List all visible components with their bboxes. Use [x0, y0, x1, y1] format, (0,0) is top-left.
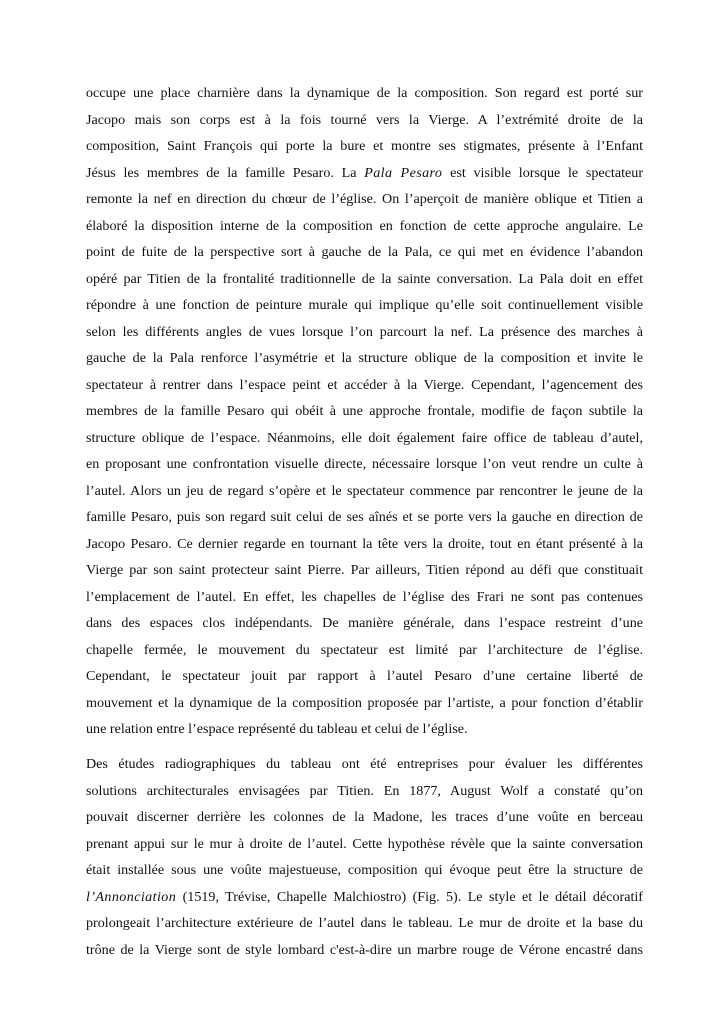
text-line: Des études radiographiques du tableau ont été entreprises pour évaluer les différentes [86, 756, 643, 772]
text-line: prolongeait l’architecture extérieure de l’autel dans le tableau. Le mur de droite et la base du [86, 915, 643, 931]
paragraph-2 [86, 751, 643, 963]
text-line: solutions architecturales envisagées par Titien. En 1877, August Wolf a constaté qu’on [86, 782, 643, 799]
artwork-title: l’Annonciation [86, 888, 177, 905]
paragraph-spacer [86, 743, 643, 752]
text-line: trône de la Vierge sont de style lombard c'est-à-dire un marbre rouge de Vérone encastré dans [86, 941, 643, 958]
text-line: spectateur à rentrer dans l’espace peint et accéder à la Vierge. Cependant, l’agencement des [86, 376, 643, 393]
text-line: composition, Saint François qui porte la bure et montre ses stigmates, présente à l’Enfant [86, 138, 643, 154]
artwork-title: Pala Pesaro [364, 164, 443, 181]
text-line [86, 160, 643, 187]
text-line: Jacopo mais son corps est à la fois tourné vers la Vierge. A l’extrémité droite de la [86, 111, 643, 128]
text-line: dans des espaces clos indépendants. De manière générale, dans l’espace restreint d’une [86, 615, 643, 631]
text-line: prenant appui sur le mur à droite de l’autel. Cette hypothèse révèle que la sainte conversation [86, 835, 643, 852]
text-run: (1519, Trévise, Chapelle Malchiostro) (Fig. 5). Le style et le détail décoratif [182, 888, 643, 905]
text-line: remonte la nef en direction du chœur de l’église. On l’aperçoit de manière oblique et Titien a [86, 191, 643, 207]
text-line: mouvement et la dynamique de la composition proposée par l’artiste, a pour fonction d’établir [86, 694, 643, 711]
text-line: chapelle fermée, le mouvement du spectateur est limité par l’architecture de l’église. [86, 641, 643, 658]
text-line: membres de la famille Pesaro qui obéit à une approche frontale, modifie de façon subtile la [86, 403, 643, 419]
text-line: Jacopo Pesaro. Ce dernier regarde en tournant la tête vers la droite, tout en étant présenté à la [86, 535, 643, 552]
text-line: point de fuite de la perspective sort à gauche de la Pala, ce qui met en évidence l’abandon [86, 244, 643, 260]
text-line: répondre à une fonction de peinture murale qui implique qu’elle soit continuellement visible [86, 297, 643, 313]
text-line: élaboré la disposition interne de la composition en fonction de cette approche angulaire. Le [86, 217, 643, 234]
text-run: est visible lorsque le spectateur [450, 164, 643, 181]
text-line: était installée sous une voûte majestueuse, composition qui évoque peut être la structure de [86, 862, 643, 878]
text-line: l’autel. Alors un jeu de regard s’opère et le spectateur commence par rencontrer le jeune de la [86, 482, 643, 499]
document-page [86, 80, 643, 963]
text-line: structure oblique de l’espace. Néanmoins, elle doit également faire office de tableau d’autel, [86, 429, 643, 446]
text-line: opéré par Titien de la frontalité traditionnelle de la sainte conversation. La Pala doit en effet [86, 270, 643, 287]
text-line: selon les différents angles de vues lorsque l’on parcourt la nef. La présence des marches à [86, 323, 643, 340]
text-line: famille Pesaro, puis son regard suit celui de ses aînés et se porte vers la gauche en direction de [86, 509, 643, 525]
text-line: une relation entre l’espace représenté du tableau et celui de l’église. [86, 721, 468, 737]
paragraph-1 [86, 80, 643, 743]
text-line: pouvait discerner derrière les colonnes de la Madone, les traces d’une voûte en berceau [86, 809, 643, 825]
text-line: occupe une place charnière dans la dynamique de la composition. Son regard est porté sur [86, 85, 643, 101]
text-line: l’emplacement de l’autel. En effet, les chapelles de l’église des Frari ne sont pas contenues [86, 588, 643, 605]
text-line: Cependant, le spectateur jouit par rapport à l’autel Pesaro d’une certaine liberté de [86, 668, 643, 684]
text-line [86, 884, 643, 911]
text-line: Vierge par son saint protecteur saint Pierre. Par ailleurs, Titien répond au défi que constituait [86, 562, 643, 578]
text-run: Jésus les membres de la famille Pesaro. La [86, 164, 357, 181]
text-line: en proposant une confrontation visuelle directe, nécessaire lorsque l’on veut rendre un culte à [86, 456, 643, 472]
text-line: gauche de la Pala renforce l’asymétrie et la structure oblique de la composition et invite le [86, 350, 643, 366]
